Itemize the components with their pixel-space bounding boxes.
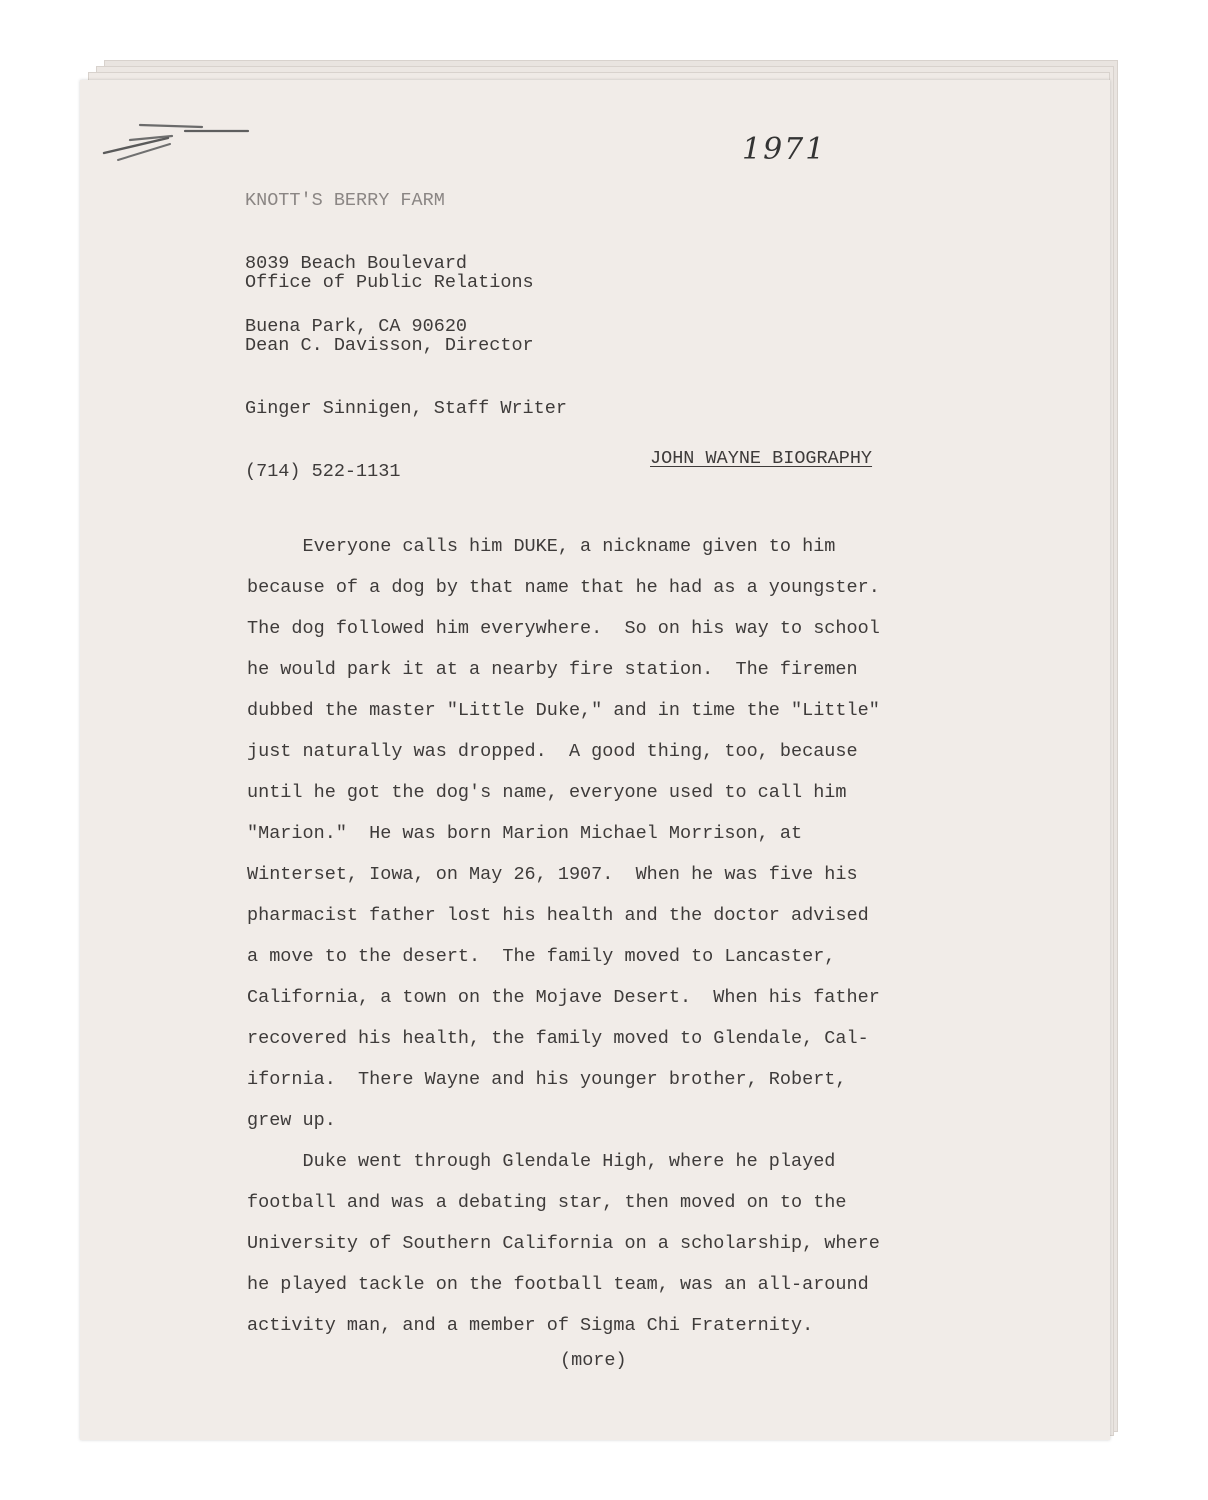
document-title: JOHN WAYNE BIOGRAPHY	[650, 448, 873, 469]
front-page	[80, 80, 1110, 1440]
body-line: Winterset, Iowa, on May 26, 1907. When he was five his	[247, 864, 858, 885]
staples-icon	[90, 100, 250, 170]
body-line: California, a town on the Mojave Desert. When his father	[247, 987, 880, 1008]
body-line: ifornia. There Wayne and his younger brother, Robert,	[247, 1069, 847, 1090]
document-stack	[80, 60, 1120, 1440]
body-text	[247, 526, 967, 1346]
letterhead-line: KNOTT'S BERRY FARM	[245, 190, 445, 211]
body-line: pharmacist father lost his health and the doctor advised	[247, 905, 869, 926]
body-line: University of Southern California on a scholarship, where	[247, 1233, 880, 1254]
body-line: grew up.	[247, 1110, 336, 1131]
office-block	[245, 230, 567, 524]
body-line: activity man, and a member of Sigma Chi Fraternity.	[247, 1315, 814, 1336]
body-line: Duke went through Glendale High, where he played	[247, 1151, 836, 1172]
body-line: because of a dog by that name that he had as a youngster.	[247, 577, 880, 598]
letterhead-line: 8039 Beach Boulevard	[245, 253, 468, 274]
handwritten-year: 1971	[742, 132, 827, 167]
body-line: dubbed the master "Little Duke," and in time the "Little"	[247, 700, 880, 721]
office-line: Dean C. Davisson, Director	[245, 335, 534, 356]
body-line: Everyone calls him DUKE, a nickname given to him	[247, 536, 836, 557]
body-line: recovered his health, the family moved to Glendale, Cal-	[247, 1028, 869, 1049]
body-line: "Marion." He was born Marion Michael Morrison, at	[247, 823, 803, 844]
office-line: Ginger Sinnigen, Staff Writer	[245, 398, 567, 419]
body-line: he played tackle on the football team, was an all-around	[247, 1274, 869, 1295]
body-line: just naturally was dropped. A good thing, too, because	[247, 741, 858, 762]
body-line: The dog followed him everywhere. So on his way to school	[247, 618, 880, 639]
office-line: (714) 522-1131	[245, 461, 401, 482]
more-footer: (more)	[560, 1350, 627, 1371]
body-line: he would park it at a nearby fire station. The firemen	[247, 659, 858, 680]
body-line: a move to the desert. The family moved to Lancaster,	[247, 946, 836, 967]
body-line: football and was a debating star, then moved on to the	[247, 1192, 847, 1213]
letterhead-line: Buena Park, CA 90620	[245, 316, 468, 337]
body-line: until he got the dog's name, everyone used to call him	[247, 782, 847, 803]
office-line: Office of Public Relations	[245, 272, 534, 293]
